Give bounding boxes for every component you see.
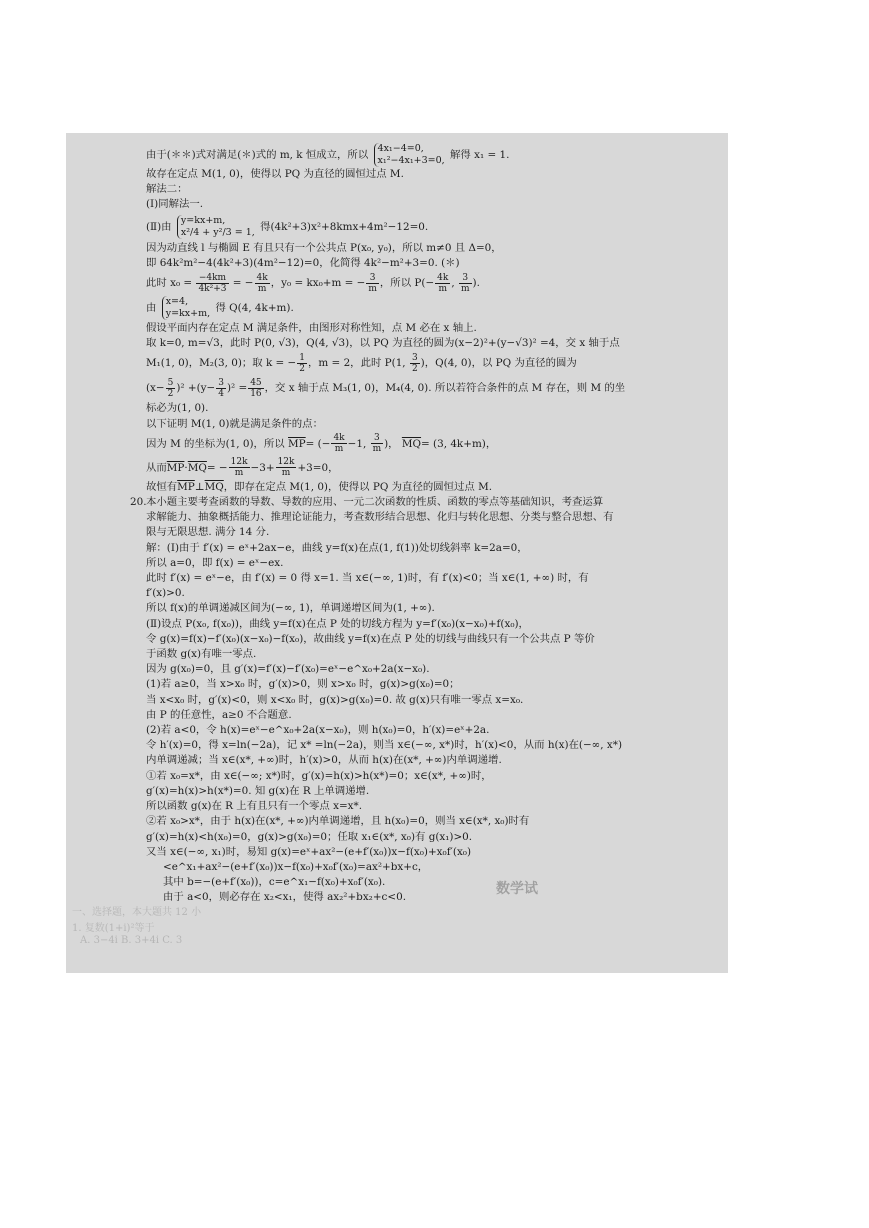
text-line: 由 x=4, y=kx+m, 得 Q(4, 4k+m).	[146, 296, 294, 320]
fraction: $\frac{3}{2}$	[411, 352, 418, 374]
bleed-through-text: 数学试	[496, 881, 538, 897]
equation-system: x=4, y=kx+m,	[162, 296, 210, 320]
vector-mp: $\overline{MP}$	[288, 437, 306, 450]
text-line: 因为 g(x₀)=0，且 g′(x)=f′(x)−f′(x₀)=eˣ−e^x₀+2a(x−x₀).	[146, 663, 430, 676]
text-line: ①若 x₀=x*，由 x∈(−∞; x*)时，g′(x)=h(x)>h(x*)=0；x∈(x*, +∞)时，	[146, 769, 492, 782]
text-line: <e^x₁+ax²−(e+f′(x₀))x−f(x₀)+x₀f′(x₀)=ax²+bx+c，	[163, 860, 429, 873]
text-line: ②若 x₀>x*，由于 h(x)在(x*, +∞)内单调递增，且 h(x₀)=0，则当 x∈(x*, x₀)时有	[146, 815, 530, 828]
fraction: $\frac{45}{16}$	[250, 377, 262, 399]
fraction: $\frac{5}{2}$	[167, 377, 174, 399]
text-line: 限与无限思想. 满分 14 分.	[146, 526, 270, 539]
text-line: (Ⅱ)由 y=kx+m, x²/4 + y²/3 = 1, 得(4k²+3)x²+8kmx+4m²−12=0.	[146, 214, 429, 238]
problem-20-intro: 20.本小题主要考查函数的导数、导数的应用、一元二次函数的性质、函数的零点等基础知识，考查运算	[130, 495, 716, 510]
text-line: f′(x)>0.	[146, 587, 185, 600]
text-line: 此时 f′(x) = eˣ−e，由 f′(x) = 0 得 x=1. 当 x∈(−∞, 1)时，有 f′(x)<0；当 x∈(1, +∞) 时，有	[146, 572, 589, 585]
problem-number: 20.	[130, 496, 147, 509]
text-line: g′(x)=h(x)<h(x₀)=0，g(x)>g(x₀)=0；任取 x₁∈(x*, x₀)有 g(x₁)>0.	[146, 830, 473, 843]
text-line: 因为 M 的坐标为(1, 0)，所以 $\overline{MP}=$ (− $\frac{4k}{m}$ −1, $\frac{3}{m}$ )， $\overline{MQ}= (3$, 4k+m)，	[146, 433, 497, 455]
text-line: 此时 x₀ = $\frac{-4km}{\text{4k²+3}}$ = − $\frac{4k}{m}$ ，y₀ = kx₀+m = − $\frac{3}{m}$ ，所以 P(− $\frac{4k}{m}$ , $\frac{3}{m}$ ).	[146, 272, 480, 294]
scanned-page	[66, 133, 728, 973]
text-line: 又当 x∈(−∞, x₁)时，易知 g(x)=eˣ+ax²−(e+f′(x₀))x−f(x₀)+x₀f′(x₀)	[146, 845, 472, 858]
equation-system: y=kx+m, x²/4 + y²/3 = 1,	[177, 215, 255, 239]
text-line: 于函数 g(x)有唯一零点.	[146, 648, 257, 661]
fraction: $\frac{12k}{m}$	[277, 457, 295, 479]
fraction: $\frac{-4km}{\text{4k²+3}}$	[198, 272, 227, 294]
text-line: 求解能力、抽象概括能力、推理论证能力，考查数形结合思想、化归与转化思想、分类与整合思想、有	[146, 511, 614, 524]
bleed-through-text: 1. 复数(1+i)²等于	[72, 923, 155, 934]
text-line: M₁(1, 0)，M₂(3, 0)；取 k = − $\frac{1}{2}$ ，m = 2，此时 P(1, $\frac{3}{2}$ )，Q(4, 0)，以 PQ 为直径的圆为	[146, 352, 577, 374]
section-heading: 解法二：	[146, 183, 188, 196]
text-line: 由于(＊＊)式对满足(＊)式的 m, k 恒成立，所以 4x₁−4=0, x₁²−4x₁+3=0, 解得 x₁ = 1.	[146, 143, 510, 166]
vector-mq: $\overline{MQ}$	[204, 480, 224, 493]
text-line: (1)若 a≥0，当 x>x₀ 时，g′(x)>0，则 x>x₀ 时，g(x)>g(x₀)=0；	[146, 678, 460, 691]
text-line: 标必为(1, 0).	[146, 402, 209, 415]
fraction: $\frac{4k}{m}$	[333, 433, 345, 455]
bleed-through-text: A. 3−4i B. 3+4i C. 3	[80, 935, 183, 946]
text-line: 即 64k²m²−4(4k²+3)(4m²−12)=0，化简得 4k²−m²+3=0. (＊)	[146, 256, 460, 269]
text-line: 所以 a=0，即 f(x) = eˣ−ex.	[146, 556, 284, 569]
text-line: 故恒有$\overline{MP}\perp\overline{MQ}$，即存在定点 M(1, 0)，使得以 PQ 为直径的圆恒过点 M.	[146, 480, 493, 493]
fraction: $\frac{12k}{m}$	[230, 457, 248, 479]
vector-mp: $\overline{MP}$	[166, 461, 185, 474]
text-line: 所以 f(x)的单调递减区间为(−∞, 1)，单调递增区间为(1, +∞).	[146, 602, 435, 615]
text-line: (x− $\frac{5}{2}$ )² +(y− $\frac{3}{4}$ )² = $\frac{45}{16}$ ，交 x 轴于点 M₃(1, 0)，M₄(4, 0). 所以若符合条件的点 M 存在，则 M 的坐	[146, 377, 626, 399]
text-line: 解：(Ⅰ)由于 f′(x) = eˣ+2ax−e，曲线 y=f(x)在点(1, f(1))处切线斜率 k=2a=0，	[146, 541, 528, 554]
text-line: 其中 b=−(e+f′(x₀))，c=e^x₁−f(x₀)+x₀f′(x₀).	[163, 876, 386, 889]
vector-mq: $\overline{MQ}$	[401, 437, 422, 450]
text-line: 令 h′(x)=0，得 x=ln(−2a)，记 x* =ln(−2a)，则当 x∈(−∞, x*)时，h′(x)<0，从而 h(x)在(−∞, x*)	[146, 739, 623, 752]
text-line: 由 P 的任意性，a≥0 不合题意.	[146, 708, 292, 721]
vector-mp: $\overline{MP}$	[177, 480, 195, 493]
fraction: $\frac{3}{m}$	[460, 272, 470, 294]
text-line: 当 x<x₀ 时，g′(x)<0，则 x<x₀ 时，g(x)>g(x₀)=0. 故 g(x)只有唯一零点 x=x₀.	[146, 693, 524, 706]
text-line: 内单调递减；当 x∈(x*, +∞)时，h′(x)>0，从而 h(x)在(x*, +∞)内单调递增.	[146, 754, 502, 767]
fraction: $\frac{4k}{m}$	[256, 272, 268, 294]
text-line: 取 k=0, m=√3，此时 P(0, √3)，Q(4, √3)，以 PQ 为直径的圆为(x−2)²+(y−√3)² =4，交 x 轴于点	[146, 337, 620, 350]
text-line: 因为动直线 l 与椭圆 E 有且只有一个公共点 P(x₀, y₀)，所以 m≠0 且 Δ=0，	[146, 241, 502, 254]
bleed-through-text: 一、选择题，本大题共 12 小	[72, 907, 202, 918]
text-line: 故存在定点 M(1, 0)，使得以 PQ 为直径的圆恒过点 M.	[146, 168, 404, 180]
fraction: $\frac{4k}{m}$	[437, 272, 449, 294]
text-line: (Ⅱ)设点 P(x₀, f(x₀))，曲线 y=f(x)在点 P 处的切线方程为 y=f′(x₀)(x−x₀)+f(x₀)，	[146, 617, 529, 630]
fraction: $\frac{1}{2}$	[299, 352, 306, 374]
equation-system: 4x₁−4=0, x₁²−4x₁+3=0,	[374, 143, 445, 167]
text-line: 以下证明 M(1, 0)就是满足条件的点：	[146, 417, 323, 430]
text-line: 由于 a<0，则必存在 x₂<x₁，使得 ax₂²+bx₂+c<0.	[163, 891, 406, 904]
text-line: g′(x)=h(x)>h(x*)=0. 知 g(x)在 R 上单调递增.	[146, 784, 370, 797]
fraction: $\frac{3}{m}$	[372, 433, 382, 455]
text-line: 假设平面内存在定点 M 满足条件，由图形对称性知，点 M 必在 x 轴上.	[146, 322, 477, 335]
text-line: (2)若 a<0，令 h(x)=eˣ−e^x₀+2a(x−x₀)，则 h(x₀)=0，h′(x)=eˣ+2a.	[146, 724, 490, 737]
solution-text	[130, 143, 716, 906]
text-line: 令 g(x)=f(x)−f′(x₀)(x−x₀)−f(x₀)，故曲线 y=f(x)在点 P 处的切线与曲线只有一个公共点 P 等价	[146, 632, 595, 645]
text-line: 所以函数 g(x)在 R 上有且只有一个零点 x=x*.	[146, 800, 363, 813]
text-line: (Ⅰ)同解法一.	[146, 198, 204, 211]
fraction: $\frac{3}{m}$	[368, 272, 377, 294]
vector-mq: $\overline{MQ}$	[187, 461, 207, 474]
fraction: $\frac{3}{4}$	[218, 377, 224, 399]
text-line: 从而$\overline{MP}\cdot\overline{MQ}=$ − $\frac{12k}{m}$ −3+ $\frac{12k}{m}$ +3=0，	[146, 457, 339, 479]
